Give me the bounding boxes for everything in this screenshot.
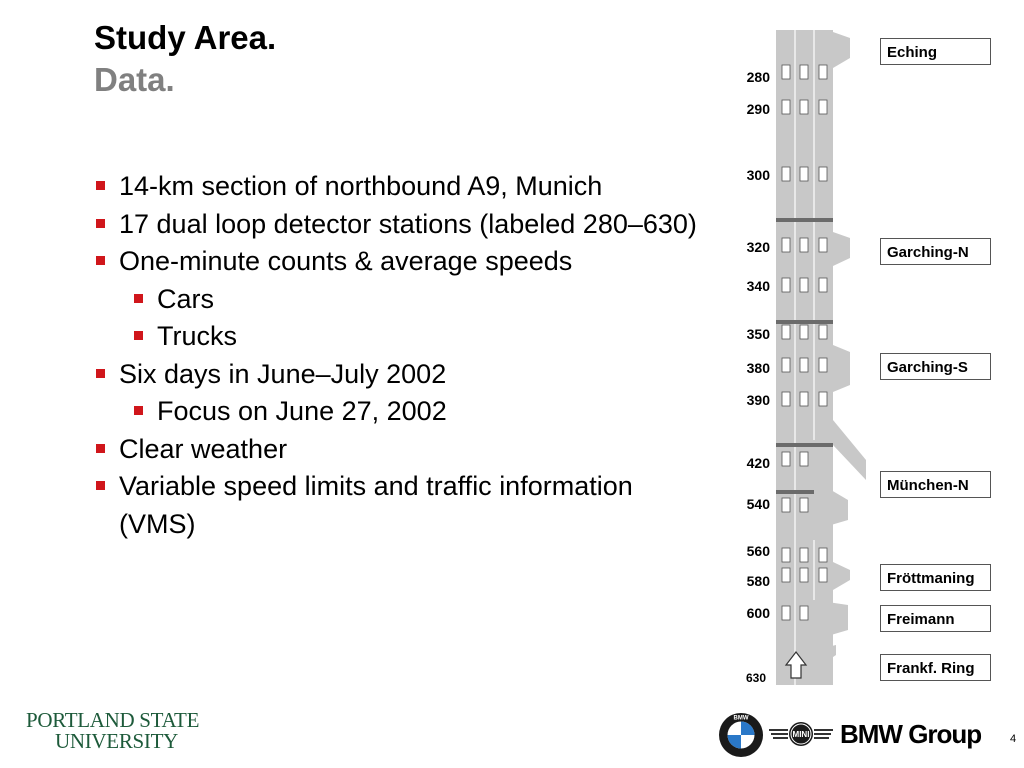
freimann-ramp (814, 600, 848, 640)
bullet-text: 14-km section of northbound A9, Munich (119, 171, 603, 201)
interchange-label: Freimann (880, 605, 991, 632)
station-label: 630 (745, 671, 766, 685)
eching-ramp (833, 32, 850, 68)
bullet-item (94, 468, 714, 543)
bullet-item (94, 206, 714, 244)
bullet-text: Cars (157, 283, 215, 314)
interchange-label: Garching-N (880, 238, 991, 265)
slide-subtitle: Data. (94, 61, 175, 98)
bullet-text: Clear weather (119, 433, 288, 464)
bullet-marker-icon (96, 219, 105, 228)
psu-logo-line1: PORTLAND STATE (26, 708, 200, 732)
station-label: 290 (746, 101, 770, 117)
bullet-text: One-minute counts & average speeds (119, 246, 573, 276)
mini-logo-icon (768, 720, 834, 748)
station-label: 560 (746, 543, 770, 559)
bullet-list (94, 168, 714, 543)
station-label: 600 (746, 605, 770, 621)
interchange-label: Eching (880, 38, 991, 65)
bullet-marker-icon (134, 294, 143, 303)
interchange-label: München-N (880, 471, 991, 498)
bmw-logo-icon (718, 712, 764, 758)
garching-s-ramp (833, 345, 850, 392)
station-label: 390 (746, 392, 770, 408)
bullet-text: Variable speed limits and traffic information (VMS) (119, 471, 633, 539)
psu-logo (26, 710, 199, 752)
station-label: 280 (746, 69, 770, 85)
bullet-text: 17 dual loop detector stations (labeled 280–630) (119, 208, 697, 239)
bullet-item (94, 356, 714, 394)
bullet-text: Trucks (157, 321, 237, 351)
station-bar (776, 490, 814, 494)
station-label: 420 (746, 455, 770, 471)
bmw-group-logo: BMW Group (840, 719, 982, 749)
station-label: 580 (746, 573, 770, 589)
bullet-marker-icon (134, 406, 143, 415)
garching-n-ramp (833, 232, 850, 266)
bullet-marker-icon (96, 256, 105, 265)
station-label: 300 (746, 167, 770, 183)
froettmaning-ramp (833, 562, 850, 590)
carriageway (776, 30, 833, 685)
bullet-item (94, 431, 714, 469)
interchange-label: Fröttmaning (880, 564, 991, 591)
station-label: 380 (746, 360, 770, 376)
interchange-label: Garching-S (880, 353, 991, 380)
station-bar (776, 320, 833, 324)
bullet-item (94, 168, 714, 206)
page-number: 4 (1010, 733, 1017, 745)
bullet-marker-icon (96, 481, 105, 490)
station-label: 350 (746, 326, 770, 342)
mini-logo-text: MINI (792, 730, 810, 739)
station-bar (776, 218, 833, 222)
sub-bullet-item (94, 393, 714, 431)
sub-bullet-item (94, 318, 714, 356)
station-label: 320 (746, 239, 770, 255)
station-label: 340 (746, 278, 770, 294)
psu-logo-line2: UNIVERSITY (55, 729, 178, 753)
bullet-marker-icon (134, 331, 143, 340)
bullet-item (94, 243, 714, 281)
station-label: 540 (746, 496, 770, 512)
bullet-marker-icon (96, 444, 105, 453)
bmw-logo-text: BMW (733, 715, 749, 722)
station-bar (776, 443, 833, 447)
sub-bullet-item (94, 281, 714, 319)
bullet-text: Six days in June–July 2002 (119, 358, 447, 389)
bullet-text: Focus on June 27, 2002 (157, 396, 447, 426)
slide-title: Study Area. (94, 19, 277, 56)
muenchen-n-ramp (833, 420, 866, 480)
bullet-marker-icon (96, 181, 105, 190)
bullet-marker-icon (96, 369, 105, 378)
interchange-label: Frankf. Ring (880, 654, 991, 681)
